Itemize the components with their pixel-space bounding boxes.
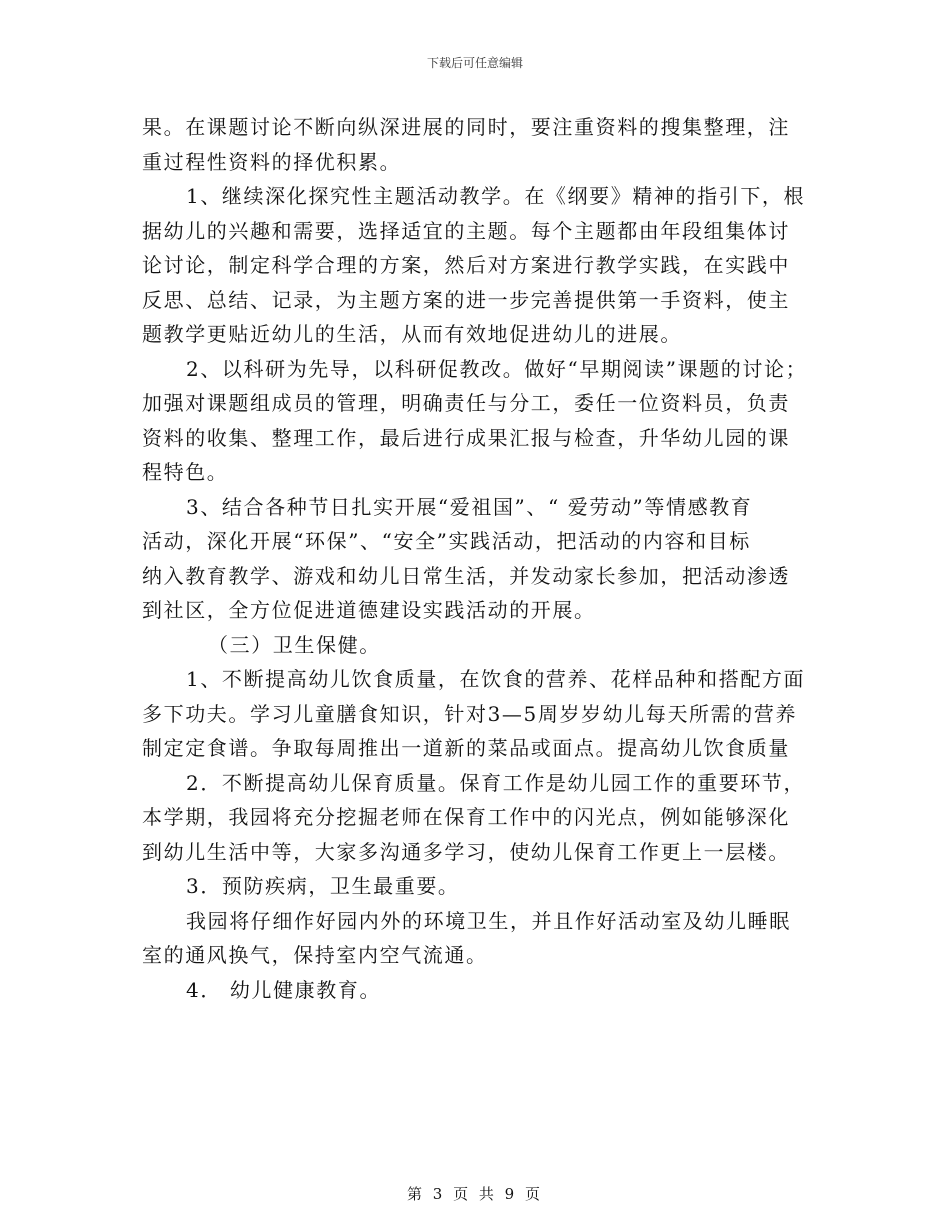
section-heading: （三）卫生保健。 [208,632,381,657]
text-line: 本学期，我园将充分挖掘老师在保育工作中的闪光点，例如能够深化 [142,805,790,829]
text-line: 1、不断提高幼儿饮食质量，在饮食的营养、花样品种和搭配方面 [186,667,806,691]
text-line: 资料的收集、整理工作，最后进行成果汇报与检查，升华幼儿园的课 [142,425,790,450]
text-line: 论讨论，制定科学合理的方案，然后对方案进行教学实践，在实践中 [142,253,790,277]
text-line: 4． 幼儿健康教育。 [186,977,382,1002]
text-line: 题教学更贴近幼儿的生活，从而有效地促进幼儿的进展。 [142,322,682,346]
text-line: 重过程性资料的择优积累。 [142,149,402,174]
text-line: 到社区，全方位促进道德建设实践活动的开展。 [142,598,596,622]
text-line: 3、结合各种节日扎实开展“爱祖国”、“ 爱劳动”等情感教育 [186,494,753,519]
text-line: 加强对课题组成员的管理，明确责任与分工，委任一位资料员，负责 [142,391,790,415]
text-line: 1、继续深化探究性主题活动教学。在《纲要》精神的指引下，根 [186,184,806,208]
text-line: 2．不断提高幼儿保育质量。保育工作是幼儿园工作的重要环节， [186,770,806,795]
text-line: 我园将仔细作好园内外的环境卫生，并且作好活动室及幼儿睡眠 [186,908,791,933]
text-line: 室的通风换气，保持室内空气流通。 [142,943,488,967]
text-line: 多下功夫。学习儿童膳食知识，针对3—5周岁岁幼儿每天所需的营养 [142,701,798,726]
text-line: 纳入教育教学、游戏和幼儿日常生活，并发动家长参加，把活动渗透 [142,563,790,588]
text-line: 3．预防疾病，卫生最重要。 [186,874,460,898]
document-body [142,110,822,1007]
text-line: 制定定食谱。争取每周推出一道新的菜品或面点。提高幼儿饮食质量 [142,736,790,760]
text-line: 活动，深化开展“环保”、“安全”实践活动，把活动的内容和目标 [142,529,751,553]
page-header: 下载后可任意编辑 [426,56,523,70]
text-line: 反思、总结、记录，为主题方案的进一步完善提供第一手资料，使主 [142,287,790,312]
text-line: 到幼儿生活中等，大家多沟通多学习，使幼儿保育工作更上一层楼。 [142,839,790,864]
text-line: 2、以科研为先导，以科研促教改。做好“早期阅读”课题的讨论； [186,356,808,381]
text-line: 程特色。 [142,460,229,484]
text-line: 据幼儿的兴趣和需要，选择适宜的主题。每个主题都由年段组集体讨 [142,218,790,243]
page-footer: 第 3 页 共 9 页 [407,1185,543,1203]
text-line: 果。在课题讨论不断向纵深进展的同时，要注重资料的搜集整理，注 [142,115,790,139]
